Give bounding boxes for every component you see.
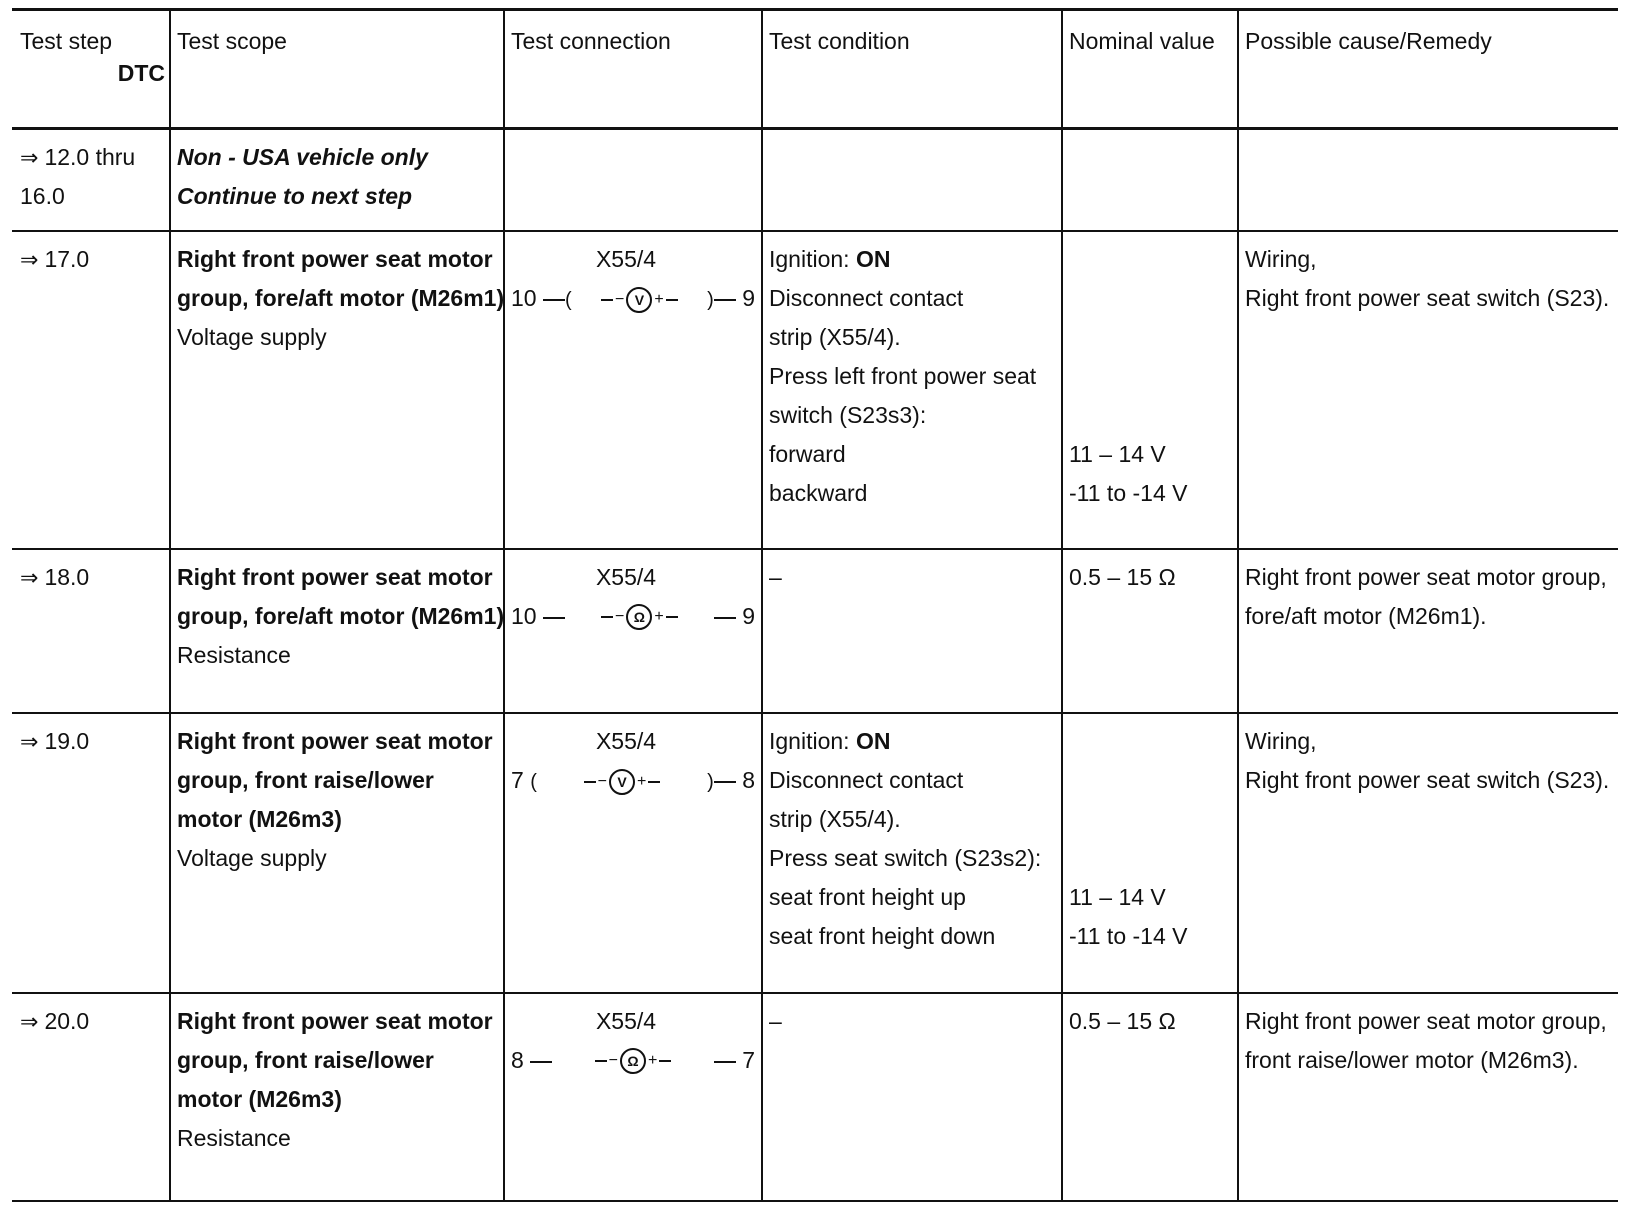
condition-cell: Ignition: ON Disconnect contact strip (X55/4). Press seat switch (S23s2): seat front height up seat front height down <box>762 713 1062 993</box>
connection-cell <box>504 231 762 549</box>
step-cell <box>12 129 170 232</box>
nominal-cell <box>1062 129 1238 232</box>
condition-cell <box>762 129 1062 232</box>
scope-instruction: Continue to next step <box>177 183 413 209</box>
scope-cell <box>170 549 504 713</box>
step-number: 18.0 <box>44 564 90 590</box>
step-cell <box>12 549 170 713</box>
pin-left: 10 <box>511 603 537 629</box>
header-nominal-value: Nominal value <box>1062 10 1238 129</box>
table-row <box>12 129 1618 232</box>
ohmmeter-icon: − Ω + <box>595 1041 672 1080</box>
table-row <box>12 231 1618 549</box>
scope-measurement: Resistance <box>177 642 291 668</box>
step-cell <box>12 231 170 549</box>
cause-cell: Wiring, Right front power seat switch (S23). <box>1238 231 1618 549</box>
header-test-condition: Test condition <box>762 10 1062 129</box>
step-number-end: 16.0 <box>20 183 65 209</box>
condition-cell: – <box>762 993 1062 1201</box>
nominal-cell <box>1062 993 1238 1201</box>
plug-icon: ) <box>707 289 714 311</box>
scope-component-cont: group, front raise/lower <box>177 1047 434 1073</box>
plug-icon: ) <box>707 771 714 793</box>
pin-left: 10 <box>511 285 537 311</box>
voltmeter-icon: − V + <box>601 280 678 319</box>
scope-component: Right front power seat motor <box>177 728 493 754</box>
nominal-value-up: 11 – 14 V <box>1069 884 1166 910</box>
condition-cell: – <box>762 549 1062 713</box>
nominal-cell <box>1062 231 1238 549</box>
step-cell <box>12 993 170 1201</box>
scope-cell <box>170 129 504 232</box>
connection-cell <box>504 993 762 1201</box>
step-cell <box>12 713 170 993</box>
connection-diagram <box>511 597 761 636</box>
pin-right: 9 <box>742 285 755 311</box>
connection-cell <box>504 549 762 713</box>
plug-icon: ( <box>564 289 572 311</box>
scope-component: Right front power seat motor <box>177 1008 493 1034</box>
voltmeter-icon: − V + <box>584 762 661 801</box>
nominal-value: 0.5 – 15 Ω <box>1069 1008 1176 1034</box>
header-possible-cause: Possible cause/Remedy <box>1238 10 1618 129</box>
scope-measurement: Voltage supply <box>177 845 327 871</box>
scope-component-cont: group, fore/aft motor (M26m1) <box>177 285 504 311</box>
header-test-scope: Test scope <box>170 10 504 129</box>
condition-cell: Ignition: ON Disconnect contact strip (X55/4). Press left front power seat switch (S23s3): forward backward <box>762 231 1062 549</box>
table-row <box>12 549 1618 713</box>
cause-cell: Right front power seat motor group, fore/aft motor (M26m1). <box>1238 549 1618 713</box>
table-header-row <box>12 10 1618 129</box>
pin-right: 9 <box>742 603 755 629</box>
scope-component: Right front power seat motor <box>177 564 493 590</box>
ignition-state: ON <box>855 728 891 754</box>
header-test-connection: Test connection <box>504 10 762 129</box>
double-right-arrow-icon: ⇒ <box>20 565 39 590</box>
scope-cell <box>170 713 504 993</box>
pin-left: 7 <box>511 767 524 793</box>
scope-note: Non - USA vehicle only <box>177 144 428 170</box>
cause-cell <box>1238 129 1618 232</box>
double-right-arrow-icon: ⇒ <box>20 247 39 272</box>
pin-right: 7 <box>742 1047 755 1073</box>
connection-cell <box>504 713 762 993</box>
step-number: 17.0 <box>44 246 90 272</box>
step-number: 20.0 <box>44 1008 90 1034</box>
connection-diagram <box>511 279 761 320</box>
nominal-value-forward: 11 – 14 V <box>1069 441 1166 467</box>
nominal-value-backward: -11 to -14 V <box>1069 480 1188 506</box>
cause-cell: Right front power seat motor group, front raise/lower motor (M26m3). <box>1238 993 1618 1201</box>
scope-component: Right front power seat motor <box>177 246 493 272</box>
connection-diagram <box>511 761 761 802</box>
test-procedure-table <box>12 8 1618 1202</box>
double-right-arrow-icon: ⇒ <box>20 145 39 170</box>
table-row <box>12 993 1618 1201</box>
connection-diagram <box>511 1041 761 1080</box>
connector-label: X55/4 <box>595 728 657 754</box>
scope-component-cont2: motor (M26m3) <box>177 806 342 832</box>
step-number: 12.0 thru <box>44 144 136 170</box>
scope-measurement: Voltage supply <box>177 324 327 350</box>
pin-left: 8 <box>511 1047 524 1073</box>
header-test-step-label: Test step <box>20 28 113 54</box>
double-right-arrow-icon: ⇒ <box>20 729 39 754</box>
scope-cell <box>170 231 504 549</box>
nominal-cell <box>1062 713 1238 993</box>
double-right-arrow-icon: ⇒ <box>20 1009 39 1034</box>
ohmmeter-icon: − Ω + <box>601 597 678 636</box>
nominal-value-down: -11 to -14 V <box>1069 923 1188 949</box>
nominal-cell <box>1062 549 1238 713</box>
connection-cell <box>504 129 762 232</box>
scope-component-cont: group, fore/aft motor (M26m1) <box>177 603 504 629</box>
cause-cell: Wiring, Right front power seat switch (S23). <box>1238 713 1618 993</box>
connector-label: X55/4 <box>595 564 657 590</box>
header-dtc-label: DTC <box>117 60 165 86</box>
plug-icon: ( <box>530 771 537 793</box>
table-row <box>12 713 1618 993</box>
connector-label: X55/4 <box>595 1008 657 1034</box>
pin-right: 8 <box>742 767 755 793</box>
nominal-value: 0.5 – 15 Ω <box>1069 564 1176 590</box>
scope-measurement: Resistance <box>177 1125 291 1151</box>
scope-component-cont: group, front raise/lower <box>177 767 434 793</box>
header-test-step <box>12 10 170 129</box>
step-number: 19.0 <box>44 728 90 754</box>
ignition-state: ON <box>855 246 891 272</box>
scope-cell <box>170 993 504 1201</box>
connector-label: X55/4 <box>595 246 657 272</box>
scope-component-cont2: motor (M26m3) <box>177 1086 342 1112</box>
